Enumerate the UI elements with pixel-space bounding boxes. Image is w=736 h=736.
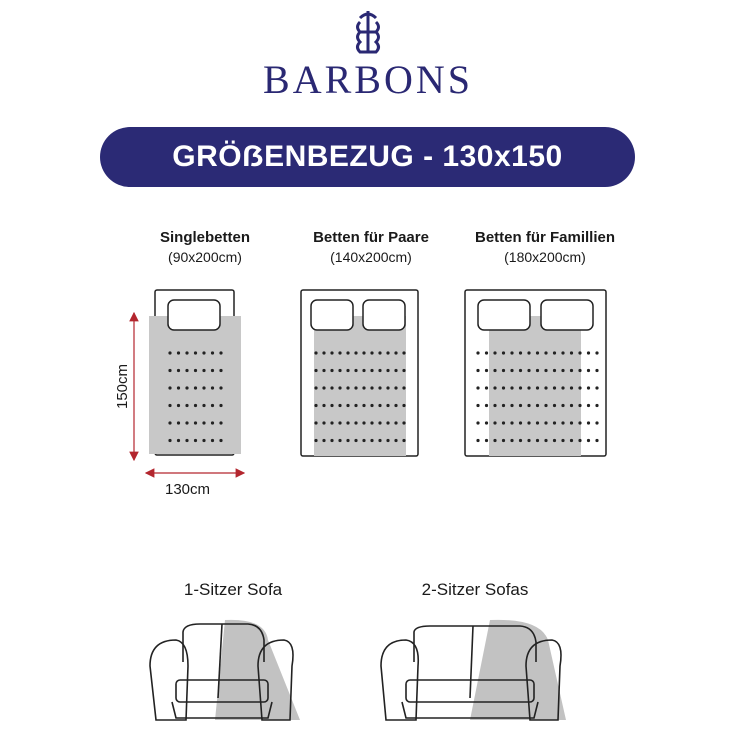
quilt-dot <box>553 439 556 442</box>
quilt-dot <box>485 439 488 442</box>
quilt-dot <box>194 369 197 372</box>
quilt-dot <box>553 386 556 389</box>
quilt-dot <box>177 421 180 424</box>
quilt-dot <box>587 421 590 424</box>
quilt-dot <box>510 421 513 424</box>
quilt-dot <box>362 369 365 372</box>
quilt-dot <box>185 369 188 372</box>
quilt-dot <box>536 439 539 442</box>
quilt-dot <box>185 386 188 389</box>
quilt-dot <box>386 404 389 407</box>
quilt-dot <box>519 421 522 424</box>
quilt-dot <box>561 439 564 442</box>
quilt-dot <box>370 351 373 354</box>
quilt-dot <box>493 386 496 389</box>
quilt-dot <box>202 421 205 424</box>
quilt-dot <box>185 404 188 407</box>
quilt-dot <box>536 404 539 407</box>
single-bed <box>149 290 241 455</box>
one-seater-sofa-icon <box>150 620 300 720</box>
quilt-dot <box>386 439 389 442</box>
quilt-dot <box>519 369 522 372</box>
quilt-dot <box>177 351 180 354</box>
quilt-dot <box>314 369 317 372</box>
quilt-dot <box>354 386 357 389</box>
quilt-dot <box>378 404 381 407</box>
quilt-dot <box>346 369 349 372</box>
quilt-dot <box>402 369 405 372</box>
quilt-dot <box>402 439 405 442</box>
quilt-dot <box>510 386 513 389</box>
quilt-dot <box>338 369 341 372</box>
quilt-dot <box>536 421 539 424</box>
quilt-dot <box>502 404 505 407</box>
quilt-dot <box>370 421 373 424</box>
quilt-dot <box>595 386 598 389</box>
quilt-dot <box>570 386 573 389</box>
quilt-dot <box>370 386 373 389</box>
quilt-dot <box>386 421 389 424</box>
quilt-dot <box>402 421 405 424</box>
quilt-dot <box>194 404 197 407</box>
quilt-dot <box>219 439 222 442</box>
quilt-dot <box>595 351 598 354</box>
quilt-dot <box>553 351 556 354</box>
quilt-dot <box>476 369 479 372</box>
quilt-dot <box>219 369 222 372</box>
quilt-dot <box>168 439 171 442</box>
quilt-dot <box>587 386 590 389</box>
quilt-dot <box>502 369 505 372</box>
quilt-dot <box>587 404 590 407</box>
quilt-dot <box>168 404 171 407</box>
pillow <box>478 300 530 330</box>
quilt-dot <box>354 404 357 407</box>
quilt-dot <box>338 386 341 389</box>
quilt-dot <box>570 439 573 442</box>
quilt-dot <box>177 439 180 442</box>
quilt-dot <box>354 439 357 442</box>
quilt-dot <box>544 421 547 424</box>
quilt-dot <box>553 404 556 407</box>
quilt-dot <box>338 421 341 424</box>
quilt-dot <box>185 421 188 424</box>
quilt-dot <box>536 351 539 354</box>
quilt-dot <box>177 369 180 372</box>
quilt-dot <box>485 369 488 372</box>
quilt-dot <box>402 386 405 389</box>
pillow <box>168 300 220 330</box>
quilt-dot <box>168 351 171 354</box>
quilt-dot <box>536 369 539 372</box>
quilt-dot <box>510 404 513 407</box>
quilt-dot <box>338 439 341 442</box>
quilt-dot <box>330 369 333 372</box>
quilt-dot <box>544 439 547 442</box>
quilt-dot <box>587 351 590 354</box>
quilt-dot <box>561 421 564 424</box>
couple-bed <box>301 290 418 456</box>
quilt-dot <box>476 439 479 442</box>
quilt-dot <box>219 386 222 389</box>
quilt-dot <box>587 439 590 442</box>
family-bed <box>465 290 606 456</box>
quilt-dot <box>544 404 547 407</box>
quilt-dot <box>394 439 397 442</box>
quilt-dot <box>578 351 581 354</box>
quilt-dot <box>202 351 205 354</box>
quilt-dot <box>202 369 205 372</box>
quilt-dot <box>378 439 381 442</box>
quilt-dot <box>561 351 564 354</box>
pillow <box>541 300 593 330</box>
quilt-dot <box>354 421 357 424</box>
quilt-dot <box>570 369 573 372</box>
quilt-dot <box>527 386 530 389</box>
quilt-dot <box>394 404 397 407</box>
quilt-dot <box>510 439 513 442</box>
quilt-dot <box>194 439 197 442</box>
quilt-dot <box>322 421 325 424</box>
quilt-dot <box>211 421 214 424</box>
quilt-dot <box>570 421 573 424</box>
quilt-dot <box>322 351 325 354</box>
quilt-dot <box>527 421 530 424</box>
quilt-dot <box>211 404 214 407</box>
quilt-dot <box>362 386 365 389</box>
quilt-dot <box>519 351 522 354</box>
quilt-dot <box>354 369 357 372</box>
quilt-dot <box>544 351 547 354</box>
quilt-dot <box>595 404 598 407</box>
quilt-dot <box>544 369 547 372</box>
quilt-dot <box>493 404 496 407</box>
quilt-dot <box>394 386 397 389</box>
quilt-dot <box>402 351 405 354</box>
quilt-dot <box>370 369 373 372</box>
quilt-dot <box>553 369 556 372</box>
quilt-dot <box>194 421 197 424</box>
quilt-dot <box>570 404 573 407</box>
bed-size-single: (90x200cm) <box>168 249 242 265</box>
sofa-title-one-seater: 1-Sitzer Sofa <box>183 580 283 599</box>
quilt-dot <box>177 404 180 407</box>
quilt-dot <box>553 421 556 424</box>
quilt-dot <box>502 351 505 354</box>
quilt-dot <box>322 369 325 372</box>
height-label: 150cm <box>114 363 132 410</box>
quilt-dot <box>219 351 222 354</box>
quilt-dot <box>510 369 513 372</box>
quilt-dot <box>493 439 496 442</box>
quilt-dot <box>314 351 317 354</box>
quilt-dot <box>578 439 581 442</box>
quilt-dot <box>578 369 581 372</box>
quilt-dot <box>219 404 222 407</box>
quilt-dot <box>168 369 171 372</box>
quilt-dot <box>314 386 317 389</box>
quilt-dot <box>211 369 214 372</box>
cover-overlay-single <box>149 316 241 454</box>
quilt-dot <box>502 439 505 442</box>
quilt-dot <box>561 369 564 372</box>
quilt-dot <box>194 351 197 354</box>
two-seater-sofa-icon <box>381 620 566 720</box>
bed-title-family: Betten für Famillien <box>474 229 616 246</box>
quilt-dot <box>378 351 381 354</box>
quilt-dot <box>402 404 405 407</box>
quilt-dot <box>202 439 205 442</box>
quilt-dot <box>570 351 573 354</box>
quilt-dot <box>394 351 397 354</box>
quilt-dot <box>346 439 349 442</box>
quilt-dot <box>168 421 171 424</box>
pillow <box>311 300 353 330</box>
quilt-dot <box>185 351 188 354</box>
quilt-dot <box>202 404 205 407</box>
quilt-dot <box>314 439 317 442</box>
quilt-dot <box>595 421 598 424</box>
quilt-dot <box>378 421 381 424</box>
quilt-dot <box>502 386 505 389</box>
quilt-dot <box>314 421 317 424</box>
quilt-dot <box>510 351 513 354</box>
quilt-dot <box>578 421 581 424</box>
quilt-dot <box>519 386 522 389</box>
quilt-dot <box>330 439 333 442</box>
quilt-dot <box>476 404 479 407</box>
quilt-dot <box>338 404 341 407</box>
quilt-dot <box>194 386 197 389</box>
quilt-dot <box>378 386 381 389</box>
bed-title-couple: Betten für Paare <box>313 229 429 246</box>
quilt-dot <box>394 421 397 424</box>
quilt-dot <box>185 439 188 442</box>
quilt-dot <box>536 386 539 389</box>
quilt-dot <box>314 404 317 407</box>
cover-overlay-family <box>489 316 581 456</box>
quilt-dot <box>330 404 333 407</box>
quilt-dot <box>544 386 547 389</box>
banner-title: GRÖẞENBEZUG - 130x150 <box>172 140 563 173</box>
quilt-dot <box>386 351 389 354</box>
quilt-dot <box>578 386 581 389</box>
quilt-dot <box>394 369 397 372</box>
quilt-dot <box>527 404 530 407</box>
pillow <box>363 300 405 330</box>
quilt-dot <box>346 351 349 354</box>
quilt-dot <box>527 439 530 442</box>
quilt-dot <box>519 439 522 442</box>
quilt-dot <box>362 421 365 424</box>
quilt-dot <box>211 351 214 354</box>
quilt-dot <box>211 439 214 442</box>
quilt-dot <box>378 369 381 372</box>
quilt-dot <box>322 386 325 389</box>
quilt-dot <box>346 421 349 424</box>
quilt-dot <box>330 351 333 354</box>
quilt-dot <box>502 421 505 424</box>
quilt-dot <box>386 369 389 372</box>
quilt-dot <box>561 404 564 407</box>
quilt-dot <box>338 351 341 354</box>
quilt-dot <box>330 421 333 424</box>
quilt-dot <box>485 386 488 389</box>
quilt-dot <box>330 386 333 389</box>
quilt-dot <box>493 421 496 424</box>
quilt-dot <box>476 421 479 424</box>
quilt-dot <box>322 439 325 442</box>
quilt-dot <box>493 369 496 372</box>
quilt-dot <box>485 404 488 407</box>
bed-title-single: Singlebetten <box>159 229 250 246</box>
quilt-dot <box>595 439 598 442</box>
quilt-dot <box>493 351 496 354</box>
quilt-dot <box>476 351 479 354</box>
bed-size-couple: (140x200cm) <box>330 249 412 265</box>
quilt-dot <box>168 386 171 389</box>
quilt-dot <box>346 404 349 407</box>
cover-overlay-couple <box>314 316 406 456</box>
quilt-dot <box>578 404 581 407</box>
quilt-dot <box>561 386 564 389</box>
quilt-dot <box>177 386 180 389</box>
quilt-dot <box>362 439 365 442</box>
quilt-dot <box>362 351 365 354</box>
width-label: 130cm <box>165 481 211 498</box>
quilt-dot <box>370 439 373 442</box>
quilt-dot <box>519 404 522 407</box>
quilt-dot <box>202 386 205 389</box>
sofa-title-two-seater: 2-Sitzer Sofas <box>421 580 529 599</box>
quilt-dot <box>527 351 530 354</box>
quilt-dot <box>527 369 530 372</box>
quilt-dot <box>587 369 590 372</box>
quilt-dot <box>219 421 222 424</box>
quilt-dot <box>485 351 488 354</box>
quilt-dot <box>322 404 325 407</box>
quilt-dot <box>476 386 479 389</box>
brand-name: BARBONS <box>263 57 473 102</box>
quilt-dot <box>485 421 488 424</box>
quilt-dot <box>211 386 214 389</box>
quilt-dot <box>354 351 357 354</box>
quilt-dot <box>386 386 389 389</box>
quilt-dot <box>362 404 365 407</box>
quilt-dot <box>346 386 349 389</box>
bed-size-family: (180x200cm) <box>504 249 586 265</box>
quilt-dot <box>370 404 373 407</box>
quilt-dot <box>595 369 598 372</box>
